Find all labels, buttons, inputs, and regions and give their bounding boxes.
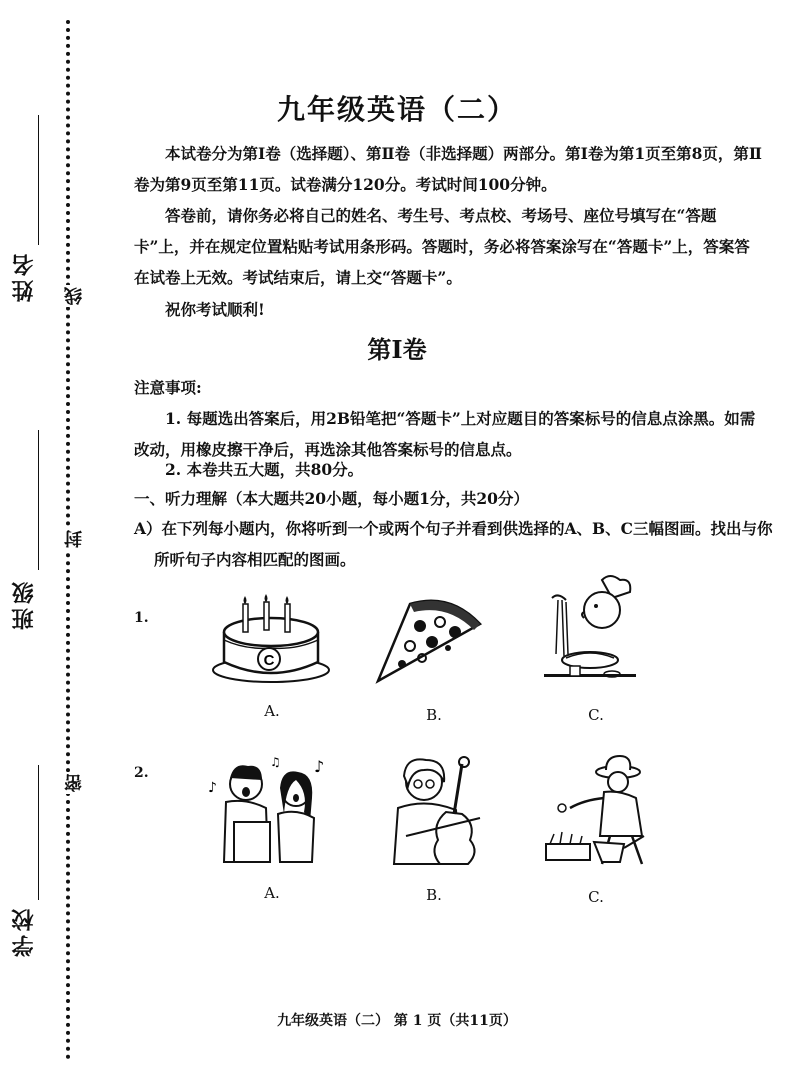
intro-paragraph-2: 答卷前，请你务必将自己的姓名、考生号、考点校、考场号、座位号填写在“答题卡”上，并在规定位置粘贴考试用条形码。答题时，务必将答案涂写在“答题卡”上，答案答在试卷上无效。考试结束后，请上交“答题卡”。 xyxy=(134,206,750,287)
notes-item-2: 2. 本卷共五大题，共80分。 xyxy=(165,460,364,479)
pizza-slice-picture xyxy=(370,596,485,686)
name-label: 姓名 xyxy=(11,250,37,302)
question-1-option-a: A. xyxy=(264,702,280,720)
question-2-number: 2. xyxy=(134,765,149,781)
name-line xyxy=(38,115,39,245)
seal-char-line: 线 xyxy=(62,285,88,307)
section1-heading: 一、听力理解（本大题共20小题，每小题1分，共20分） xyxy=(134,489,529,508)
question-2-option-b: B. xyxy=(426,886,442,904)
school-line xyxy=(38,765,39,900)
chef-eating-noodles-picture xyxy=(540,574,640,686)
question-1-option-b: B. xyxy=(426,706,442,724)
question-2-option-a: A. xyxy=(264,884,280,902)
question-2-option-c: C. xyxy=(588,888,604,906)
section1-instruction: A）在下列每小题内，你将听到一个或两个句子并看到供选择的A、B、C三幅图画。找出与你所听句子内容相匹配的图画。 xyxy=(134,519,773,569)
man-playing-cello-picture xyxy=(376,752,491,870)
svg-text:♫: ♫ xyxy=(270,755,281,769)
svg-text:♪: ♪ xyxy=(208,780,217,796)
seal-char-secret: 密 xyxy=(62,772,88,794)
intro-paragraph-3: 祝你考试顺利! xyxy=(165,300,265,319)
volume-title: 第Ⅰ卷 xyxy=(367,335,427,364)
man-gardening-picture xyxy=(540,752,660,870)
seal-char-seal: 封 xyxy=(62,528,88,550)
question-1-number: 1. xyxy=(134,610,149,626)
question-1-option-c: C. xyxy=(588,706,604,724)
notes-item-1: 1. 每题选出答案后，用2B铅笔把“答题卡”上对应题目的答案标号的信息点涂黑。如需改动，用橡皮擦干净后，再选涂其他答案标号的信息点。 xyxy=(134,409,756,459)
page-footer: 九年级英语（二） 第 1 页（共11页） xyxy=(277,1013,517,1029)
page-title: 九年级英语（二） xyxy=(276,93,517,126)
birthday-cake-picture xyxy=(206,592,336,692)
intro-paragraph-1: 本试卷分为第Ⅰ卷（选择题）、第Ⅱ卷（非选择题）两部分。第Ⅰ卷为第1页至第8页，第Ⅱ卷为第9页至第11页。试卷满分120分。考试时间100分钟。 xyxy=(134,144,762,194)
children-singing-picture xyxy=(204,752,332,870)
school-label: 学校 xyxy=(11,905,37,957)
svg-text:♪: ♪ xyxy=(314,757,325,776)
class-line xyxy=(38,430,39,570)
cake-letter: C xyxy=(263,652,275,669)
class-label: 班级 xyxy=(11,578,37,630)
notes-heading: 注意事项: xyxy=(134,378,202,397)
